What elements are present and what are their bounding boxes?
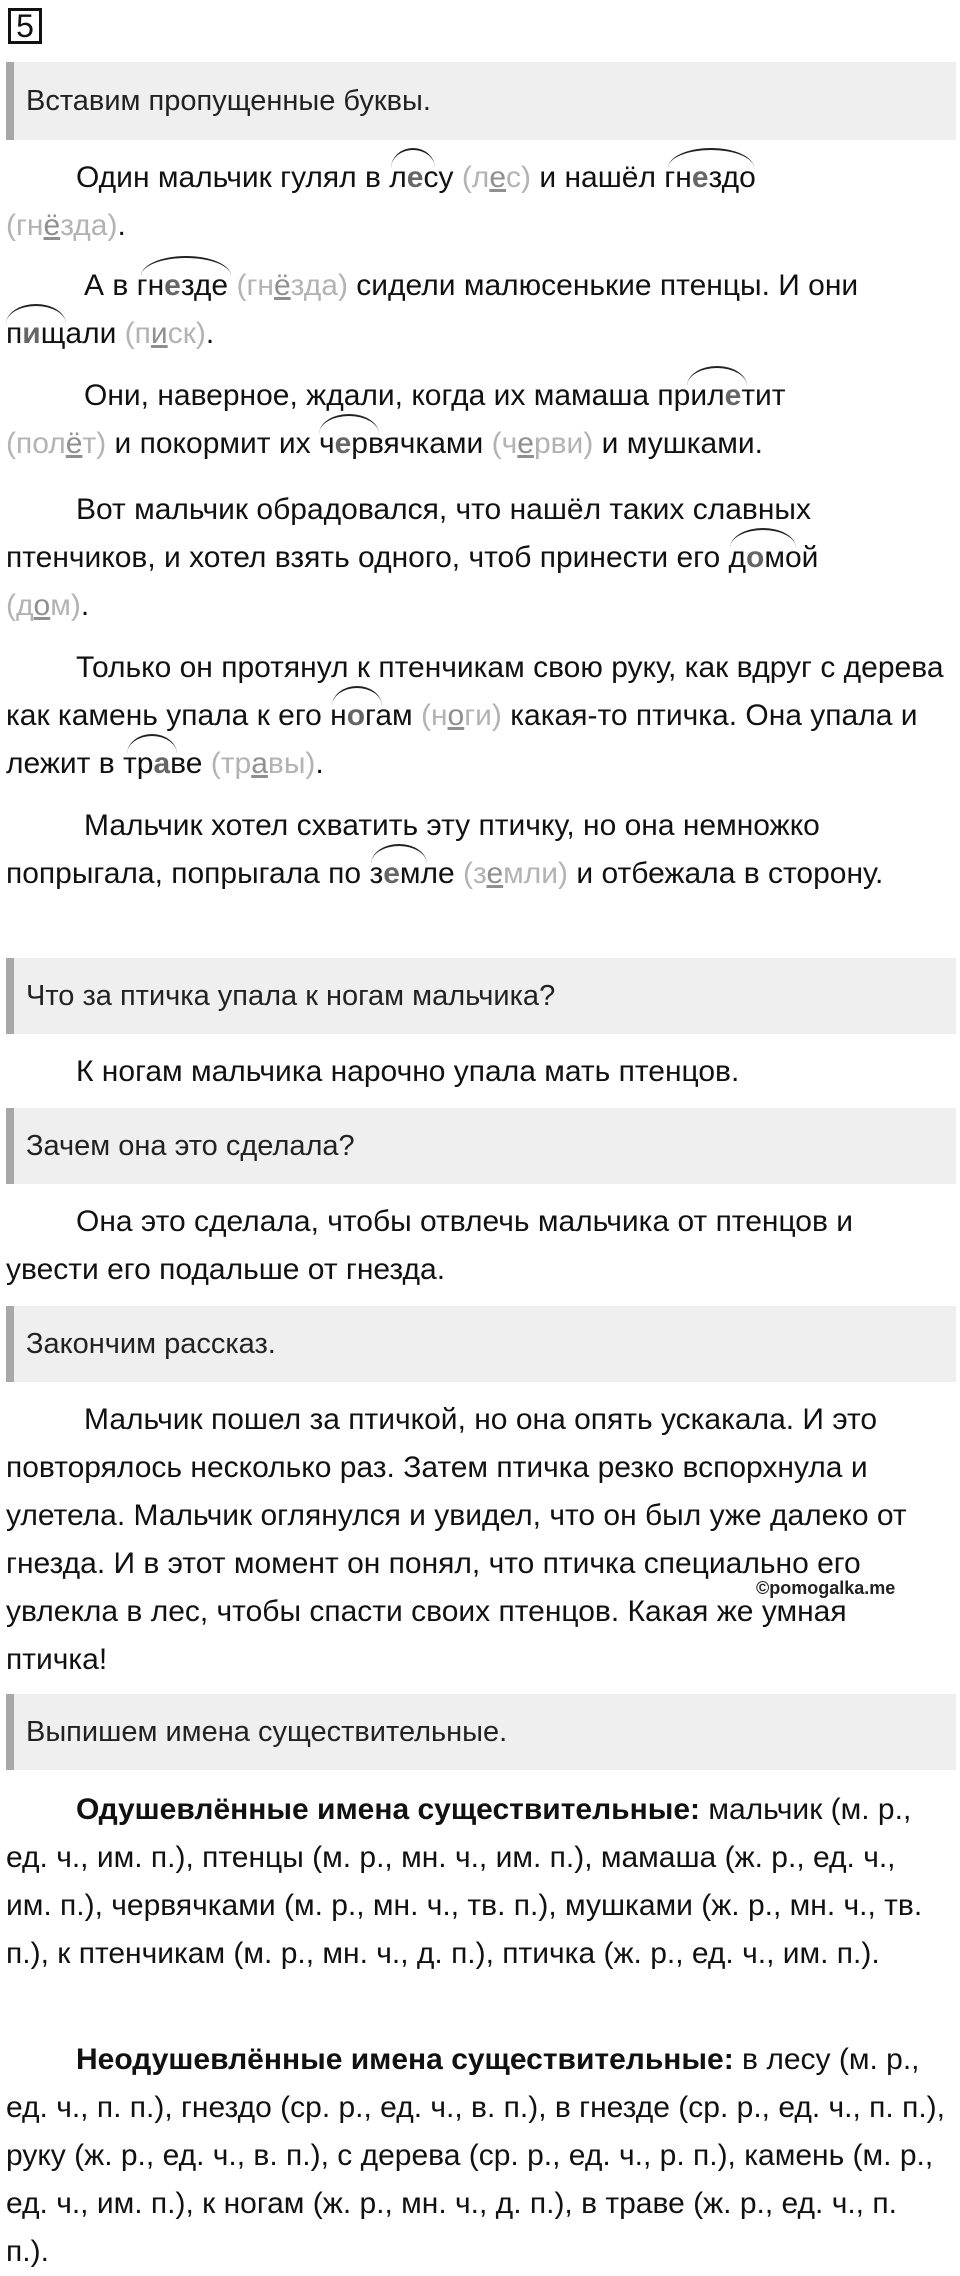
stressed-word: лесу: [389, 154, 453, 202]
watermark: ©pomogalka.me: [756, 1578, 896, 1598]
stressed-word: гнездо: [664, 154, 756, 202]
check-word: (лес): [453, 161, 532, 194]
inanimate-nouns-label: Неодушевлённые имена существительные:: [76, 2043, 734, 2076]
story-paragraph-1: Один мальчик гулял в лесу (лес) и нашёл гнездо (гнёзда).: [6, 154, 946, 250]
story-paragraph-5: Только он протянул к птенчикам свою руку, как вдруг с дерева как камень упала к его ногам (ноги) какая-то птичка. Она упала и лежит в траве (травы).: [6, 644, 946, 788]
section-header-insert-letters: [6, 62, 956, 140]
check-word: (полёт): [6, 427, 107, 460]
inanimate-nouns: Неодушевлённые имена существительные: в лесу (м. р., ед. ч., п. п.), гнездо (ср. р., ед. ч., в. п.), в гнезде (ср. р., ед. ч., п. п.), руку (ж. р., ед. ч., в. п.), с дерева (ср. р., ед. ч., р. п.), камень (м. р., ед. ч., им. п.), к ногам (ж. р., мн. ч., д. п.), в траве (ж. р., ед. ч., п. п.).: [6, 2043, 945, 2268]
check-word: (писк): [116, 317, 206, 350]
story-paragraph-3: Они, наверное, ждали, когда их мамаша прилетит (полёт) и покормит их червячками (черви) и мушками.: [6, 372, 946, 468]
section-header-question-1: [6, 958, 956, 1034]
story-paragraph-4: Вот мальчик обрадовался, что нашёл таких славных птенчиков, и хотел взять одного, чтоб принести его домой (дом).: [6, 493, 819, 622]
stressed-word: ногам: [330, 692, 413, 740]
section-header-question-2: [6, 1108, 956, 1184]
check-word: (гнёзда): [6, 209, 118, 242]
animate-nouns-label: Одушевлённые имена существительные:: [76, 1793, 701, 1826]
section-title: Зачем она это сделала?: [26, 1130, 355, 1162]
animate-nouns: Одушевлённые имена существительные: мальчик (м. р., ед. ч., им. п.), птенцы (м. р., мн. ч., им. п.), мамаша (ж. р., ед. ч., им. п.), червячками (м. р., мн. ч., тв. п.), мушками (ж. р., мн. ч., тв. п.), к птенчикам (м. р., мн. ч., д. п.), птичка (ж. р., ед. ч., им. п.).: [6, 1793, 923, 1970]
stressed-word: траве: [123, 740, 202, 788]
section-header-finish-story: [6, 1306, 956, 1382]
story-ending: Мальчик пошел за птичкой, но она опять ускакала. И это повторялось несколько раз. Затем птичка резко вспорхнула и улетела. Мальчик оглянулся и увидел, что он был уже далеко от гнезда. И в этот момент он понял, что птичка специально его увлекла в лес, чтобы спасти своих птенцов. Какая же умная птичка!: [6, 1403, 907, 1676]
task-number-box: 5: [8, 8, 42, 44]
section-title: Что за птичка упала к ногам мальчика?: [26, 980, 556, 1012]
story-paragraph-2: А в гнезде (гнёзда) сидели малюсенькие птенцы. И они пищали (писк).: [6, 262, 946, 358]
answer-2: Она это сделала, чтобы отвлечь мальчика от птенцов и увести его подальше от гнезда.: [6, 1205, 854, 1286]
section-header-nouns: [6, 1694, 956, 1770]
stressed-word: гнезде: [137, 262, 229, 310]
answer-1: К ногам мальчика нарочно упала мать птенцов.: [76, 1055, 740, 1088]
stressed-word: прилетит: [657, 372, 785, 420]
check-word: (земли): [454, 857, 569, 890]
check-word: (черви): [483, 427, 594, 460]
stressed-word: пищали: [6, 310, 116, 358]
check-word: (дом): [6, 589, 81, 622]
check-word: (гнёзда): [228, 269, 348, 302]
check-word: (ноги): [412, 699, 502, 732]
section-title: Вставим пропущенные буквы.: [26, 85, 431, 117]
stressed-word: земле: [369, 850, 454, 898]
stressed-word: червячками: [319, 420, 483, 468]
section-title: Выпишем имена существительные.: [26, 1716, 508, 1748]
stressed-word: домой: [728, 534, 818, 582]
check-word: (травы): [202, 747, 316, 780]
section-title: Закончим рассказ.: [26, 1328, 276, 1360]
story-paragraph-6: Мальчик хотел схватить эту птичку, но она немножко попрыгала, попрыгала по земле (земли) и отбежала в сторону.: [6, 802, 946, 898]
